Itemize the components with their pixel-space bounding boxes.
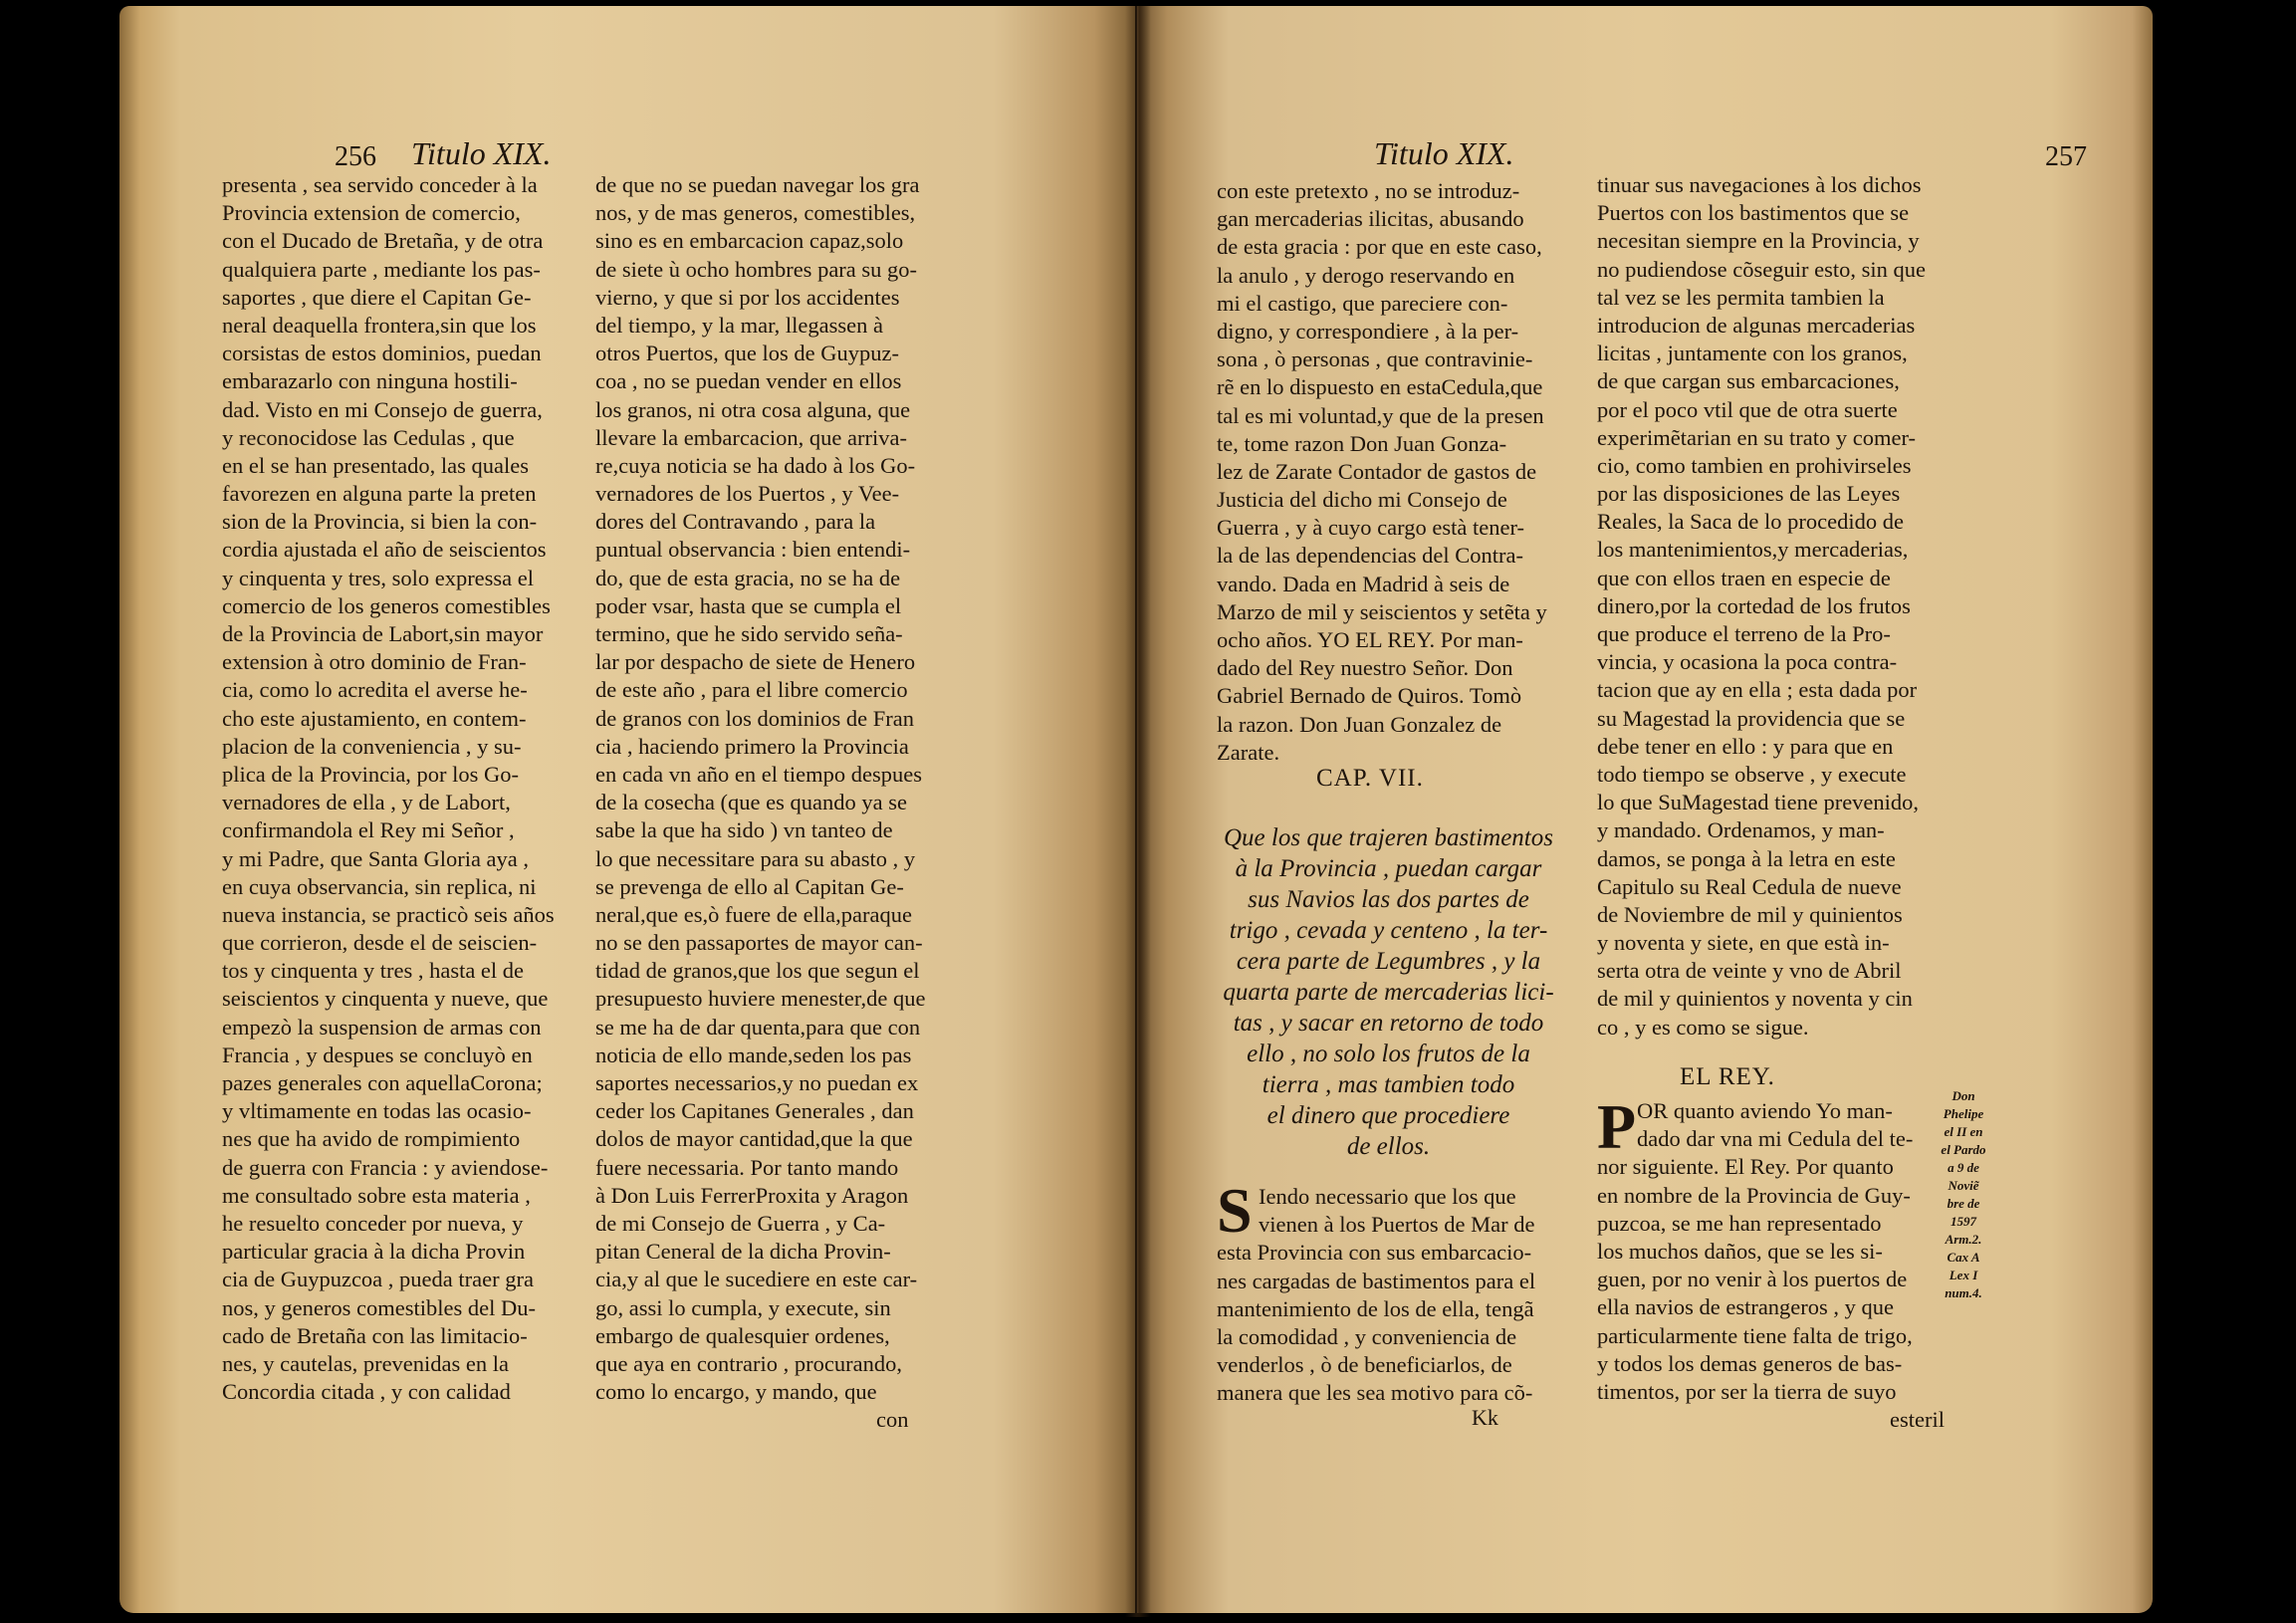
text-line: lo que SuMagestad tiene prevenido, (1597, 790, 1920, 815)
text-line: rẽ en lo dispuesto en estaCedula,que (1217, 374, 1543, 400)
text-line: la anulo , y derogo reservando en (1217, 262, 1515, 288)
chapter-summary (1217, 822, 1560, 1162)
drop-cap-s: S (1217, 1175, 1253, 1246)
text-line: ceder los Capitanes Generales , dan (595, 1098, 914, 1124)
text-line: y noventa y siete, en que està in- (1597, 930, 1890, 956)
text-line: pitan Ceneral de la dicha Provin- (595, 1239, 891, 1265)
text-line: no se den passaportes de mayor can- (595, 930, 923, 956)
text-line: saportes necessarios,y no puedan ex (595, 1070, 919, 1095)
margin-note-line: Noviẽ (1948, 1178, 1979, 1193)
text-line: mi el castigo, que pareciere con- (1217, 290, 1508, 316)
text-line: los granos, ni otra cosa alguna, que (595, 396, 911, 422)
text-line: por las disposiciones de las Leyes (1597, 481, 1901, 507)
text-line: Reales, la Saca de lo procedido de (1597, 509, 1905, 535)
right-running-title: Titulo XIX. (1374, 135, 1514, 171)
right-page-number: 257 (2045, 141, 2087, 172)
text-line: embargo de qualesquier ordenes, (595, 1322, 890, 1348)
text-line: nes cargadas de bastimentos para el (1217, 1268, 1536, 1293)
text-line: vincia, y ocasiona la poca contra- (1597, 649, 1898, 675)
text-line: Capitulo su Real Cedula de nueve (1597, 873, 1902, 899)
text-line: de guerra con Francia : y aviendose- (222, 1154, 549, 1180)
text-line: pazes generales con aquellaCorona; (222, 1070, 543, 1095)
text-line: cia de Guypuzcoa , pueda traer gra (222, 1267, 534, 1292)
margin-note-line: bre de (1947, 1196, 1980, 1211)
summary-line: à la Provincia , puedan cargar (1235, 855, 1542, 882)
text-line: dado del Rey nuestro Señor. Don (1217, 655, 1513, 681)
text-line: Puertos con los bastimentos que se (1597, 200, 1910, 226)
text-line: lo que necessitare para su abasto , y (595, 845, 916, 871)
text-line: fuere necessaria. Por tanto mando (595, 1154, 899, 1180)
text-line: que aya en contrario , procurando, (595, 1350, 902, 1376)
text-line: extension à otro dominio de Fran- (222, 649, 527, 675)
text-line: y cinquenta y tres, solo expressa el (222, 565, 535, 590)
summary-line: tas , y sacar en retorno de todo (1233, 1010, 1544, 1037)
text-line: de esta gracia : por que en este caso, (1217, 234, 1542, 260)
summary-line: sus Navios las dos partes de (1248, 886, 1529, 913)
text-line: particularmente tiene falta de trigo, (1597, 1322, 1913, 1348)
right-column-1-lower (1217, 1183, 1560, 1408)
text-line: la razon. Don Juan Gonzalez de (1217, 711, 1502, 737)
text-line: de siete ù ocho hombres para su go- (595, 256, 918, 282)
text-line: puzcoa, se me han representado (1597, 1210, 1882, 1236)
text-line: presenta , sea servido conceder à la (222, 172, 538, 197)
text-line: en cuya observancia, sin replica, ni (222, 873, 537, 899)
text-line: corsistas de estos dominios, puedan (222, 341, 542, 366)
text-line: noticia de ello mande,seden los pas (595, 1042, 912, 1067)
text-line: se me ha de dar quenta,para que con (595, 1014, 921, 1040)
text-line: de mil y quinientos y noventa y cin (1597, 986, 1913, 1012)
left-running-title: Titulo XIX. (411, 135, 552, 171)
text-line: de Noviembre de mil y quinientos (1597, 901, 1903, 927)
text-line: tal es mi voluntad,y que de la presen (1217, 402, 1544, 428)
text-line: comercio de los generos comestibles (222, 592, 551, 618)
text-line: à Don Luis FerrerProxita y Aragon (595, 1182, 909, 1208)
text-line: Justicia del dicho mi Consejo de (1217, 487, 1507, 513)
text-line: empezò la suspension de armas con (222, 1014, 542, 1040)
text-line: dolos de mayor cantidad,que la que (595, 1126, 913, 1152)
signature-mark: Kk (1472, 1405, 1498, 1430)
text-line: de mi Consejo de Guerra , y Ca- (595, 1210, 886, 1236)
text-line: todo tiempo se observe , y execute (1597, 761, 1907, 787)
text-line: los muchos daños, que se les si- (1597, 1238, 1883, 1264)
text-line: termino, que he sido servido seña- (595, 621, 903, 646)
text-line: dinero,por la cortedad de los frutos (1597, 592, 1911, 618)
text-line: neral,que es,ò fuere de ella,paraque (595, 901, 912, 927)
text-line: Guerra , y à cuyo cargo està tener- (1217, 515, 1524, 541)
text-line: nueva instancia, se practicò seis años (222, 901, 555, 927)
text-line: de que cargan sus embarcaciones, (1597, 368, 1900, 394)
text-line: placion de la conveniencia , y su- (222, 733, 522, 759)
text-line: vernadores de los Puertos , y Vee- (595, 481, 900, 507)
margin-note (1934, 1087, 1993, 1302)
text-line: presupuesto huviere menester,de que (595, 986, 926, 1012)
text-line: Provincia extension de comercio, (222, 200, 521, 226)
text-line: en nombre de la Provincia de Guy- (1597, 1182, 1911, 1208)
text-line: tacion que ay en ella ; esta dada por (1597, 677, 1918, 703)
text-line: con el Ducado de Bretaña, y de otra (222, 228, 544, 254)
left-column-1 (222, 171, 580, 1406)
text-line: me consultado sobre esta materia , (222, 1182, 531, 1208)
text-line: re,cuya noticia se ha dado à los Go- (595, 452, 916, 478)
text-line: nes que ha avido de rompimiento (222, 1126, 521, 1152)
book-gutter (1125, 6, 1151, 1617)
text-line: cio, como tambien en prohivirseles (1597, 452, 1912, 478)
el-rey-heading: EL REY. (1680, 1063, 1775, 1090)
right-column-2 (1597, 171, 1936, 1042)
text-line: co , y es como se sigue. (1597, 1014, 1809, 1040)
text-line: y vltimamente en todas las ocasio- (222, 1098, 532, 1124)
text-line: tal vez se les permita tambien la (1597, 284, 1885, 310)
text-line: timentos, por ser la tierra de suyo (1597, 1378, 1897, 1404)
text-line: licitas , juntamente con los granos, (1597, 341, 1908, 366)
text-line: experimẽtarian en su trato y comer- (1597, 424, 1917, 450)
text-line: go, assi lo cumpla, y execute, sin (595, 1294, 891, 1320)
drop-cap-p: P (1597, 1091, 1637, 1162)
text-line: cado de Bretaña con las limitacio- (222, 1322, 528, 1348)
text-line: tos y cinquenta y tres , hasta el de (222, 958, 525, 984)
summary-line: ello , no solo los frutos de la (1247, 1041, 1530, 1067)
text-line: serta otra de veinte y vno de Abril (1597, 958, 1902, 984)
text-line: por el poco vtil que de otra suerte (1597, 396, 1898, 422)
right-page (1137, 6, 2153, 1613)
text-line: cordia ajustada el año de seiscientos (222, 537, 547, 563)
text-line: y mi Padre, que Santa Gloria aya , (222, 845, 530, 871)
summary-line: el dinero que procediere (1266, 1102, 1510, 1129)
margin-note-line: num.4. (1945, 1285, 1982, 1300)
text-line: tinuar sus navegaciones à los dichos (1597, 172, 1922, 197)
text-line: los mantenimientos,y mercaderias, (1597, 537, 1909, 563)
text-line: damos, se ponga à la letra en este (1597, 845, 1896, 871)
text-line: sion de la Provincia, si bien la con- (222, 509, 538, 535)
text-line: lar por despacho de siete de Henero (595, 649, 916, 675)
text-line: OR quanto aviendo Yo man- (1637, 1098, 1893, 1123)
text-line: vienen à los Puertos de Mar de (1259, 1212, 1535, 1238)
text-line: otros Puertos, que los de Guypuz- (595, 341, 899, 366)
text-line: seiscientos y cinquenta y nueve, que (222, 986, 549, 1012)
text-line: ella navios de estrangeros , y que (1597, 1294, 1895, 1320)
text-line: dad. Visto en mi Consejo de guerra, (222, 396, 543, 422)
text-line: se prevenga de ello al Capitan Ge- (595, 873, 904, 899)
text-line: cho este ajustamiento, en contem- (222, 705, 527, 731)
text-line: sino es en embarcacion capaz,solo (595, 228, 904, 254)
text-line: tidad de granos,que los que segun el (595, 958, 920, 984)
text-line: do, que de esta gracia, no se ha de (595, 565, 901, 590)
text-line: sona , ò personas , que contravinie- (1217, 347, 1533, 372)
text-line: lez de Zarate Contador de gastos de (1217, 458, 1537, 484)
text-line: nos, y de mas generos, comestibles, (595, 200, 916, 226)
margin-note-line: Phelipe (1943, 1106, 1984, 1121)
text-line: favorezen en alguna parte la preten (222, 481, 537, 507)
right-column-2-lower (1597, 1091, 1916, 1406)
text-line: coa , no se puedan vender en ellos (595, 368, 902, 394)
text-line: llevare la embarcacion, que arriva- (595, 424, 907, 450)
margin-note-line: el Pardo (1941, 1142, 1986, 1157)
text-line: dores del Contravando , para la (595, 509, 876, 535)
text-line: Iendo necessario que los que (1259, 1184, 1516, 1209)
text-line: que corrieron, desde el de seiscien- (222, 930, 538, 956)
text-line: Francia , y despues se concluyò en (222, 1042, 533, 1067)
text-line: de granos con los dominios de Fran (595, 705, 914, 731)
summary-line: de ellos. (1346, 1133, 1431, 1160)
text-line: plica de la Provincia, por los Go- (222, 761, 520, 787)
text-line: introducion de algunas mercaderias (1597, 312, 1916, 338)
text-line: venderlos , ò de beneficiarlos, de (1217, 1352, 1512, 1378)
margin-note-line: Lex I (1949, 1268, 1978, 1282)
text-line: puntual observancia : bien entendi- (595, 537, 911, 563)
text-line: neral deaquella frontera,sin que los (222, 312, 537, 338)
text-line: mantenimiento de los de ella, tengã (1217, 1295, 1534, 1321)
text-line: nor siguiente. El Rey. Por quanto (1597, 1154, 1894, 1180)
text-line: gan mercaderias ilicitas, abusando (1217, 206, 1524, 232)
text-line: te, tome razon Don Juan Gonza- (1217, 430, 1507, 456)
text-line: que produce el terreno de la Pro- (1597, 621, 1891, 646)
text-line: con este pretexto , no se introduz- (1217, 178, 1520, 203)
text-line: de la Provincia de Labort,sin mayor (222, 621, 544, 646)
open-book (119, 6, 2153, 1617)
text-line: Marzo de mil y seiscientos y setẽta y (1217, 598, 1547, 624)
summary-line: tierra , mas tambien todo (1262, 1071, 1515, 1098)
text-line: confirmandola el Rey mi Señor , (222, 817, 515, 843)
left-page (119, 6, 1135, 1613)
chapter-heading: CAP. VII. (1316, 765, 1424, 792)
text-line: cia, como lo acredita el averse he- (222, 677, 528, 703)
margin-note-line: Cax A (1947, 1250, 1980, 1265)
text-line: poder vsar, hasta que se cumpla el (595, 592, 902, 618)
left-catchword: con (876, 1407, 909, 1432)
text-line: saportes , que diere el Capitan Ge- (222, 284, 532, 310)
text-line: de que no se puedan navegar los gra (595, 172, 920, 197)
margin-note-line: 1597 (1951, 1214, 1976, 1229)
text-line: vando. Dada en Madrid à seis de (1217, 571, 1510, 596)
right-column-1 (1217, 177, 1560, 767)
text-line: cia , haciendo primero la Provincia (595, 733, 909, 759)
text-line: dado dar vna mi Cedula del te- (1637, 1126, 1914, 1152)
text-line: no pudiendose cõseguir esto, sin que (1597, 256, 1926, 282)
text-line: manera que les sea motivo para cõ- (1217, 1380, 1533, 1406)
margin-note-line: el II en (1944, 1124, 1983, 1139)
text-line: de este año , para el libre comercio (595, 677, 908, 703)
text-line: he resuelto conceder por nueva, y (222, 1210, 524, 1236)
text-line: Zarate. (1217, 739, 1280, 765)
text-line: y mandado. Ordenamos, y man- (1597, 817, 1885, 843)
text-line: Concordia citada , y con calidad (222, 1379, 511, 1405)
text-line: y reconocidose las Cedulas , que (222, 424, 515, 450)
summary-line: cera parte de Legumbres , y la (1236, 948, 1541, 975)
summary-line: trigo , cevada y centeno , la ter- (1229, 917, 1548, 944)
text-line: como lo encargo, y mando, que (595, 1379, 877, 1405)
text-line: cia,y al que le sucediere en este car- (595, 1267, 918, 1292)
text-line: en cada vn año en el tiempo despues (595, 761, 923, 787)
text-line: particular gracia à la dicha Provin (222, 1239, 526, 1265)
text-line: nos, y generos comestibles del Du- (222, 1294, 536, 1320)
text-line: vernadores de ella , y de Labort, (222, 790, 511, 815)
text-line: ocho años. YO EL REY. Por man- (1217, 627, 1523, 652)
text-line: la de las dependencias del Contra- (1217, 543, 1524, 569)
summary-line: Que los que trajeren bastimentos (1224, 824, 1553, 851)
right-catchword: esteril (1890, 1407, 1945, 1432)
summary-line: quarta parte de mercaderias lici- (1223, 979, 1554, 1006)
margin-note-line: Don (1952, 1088, 1975, 1103)
text-line: su Magestad la providencia que se (1597, 705, 1906, 731)
text-line: en el se han presentado, las quales (222, 452, 530, 478)
text-line: y todos los demas generos de bas- (1597, 1350, 1903, 1376)
text-line: Gabriel Bernado de Quiros. Tomò (1217, 683, 1522, 709)
text-line: nes, y cautelas, prevenidas en la (222, 1350, 510, 1376)
text-line: esta Provincia con sus embarcacio- (1217, 1240, 1532, 1266)
text-line: que con ellos traen en especie de (1597, 565, 1891, 590)
text-line: digno, y correspondiere , à la per- (1217, 318, 1519, 344)
left-column-2 (595, 171, 954, 1406)
text-line: embarazarlo con ninguna hostili- (222, 368, 518, 394)
text-line: debe tener en ello : y para que en (1597, 733, 1894, 759)
text-line: la comodidad , y conveniencia de (1217, 1323, 1517, 1349)
text-line: guen, por no venir à los puertos de (1597, 1267, 1908, 1292)
text-line: necesitan siempre en la Provincia, y (1597, 228, 1920, 254)
margin-note-line: a 9 de (1948, 1160, 1979, 1175)
text-line: sabe la que ha sido ) vn tanteo de (595, 817, 893, 843)
text-line: del tiempo, y la mar, llegassen à (595, 312, 884, 338)
text-line: vierno, y que si por los accidentes (595, 284, 900, 310)
margin-note-line: Arm.2. (1945, 1232, 1982, 1247)
left-page-number: 256 (335, 141, 376, 172)
text-line: de la cosecha (que es quando ya se (595, 790, 907, 815)
text-line: qualquiera parte , mediante los pas- (222, 256, 541, 282)
